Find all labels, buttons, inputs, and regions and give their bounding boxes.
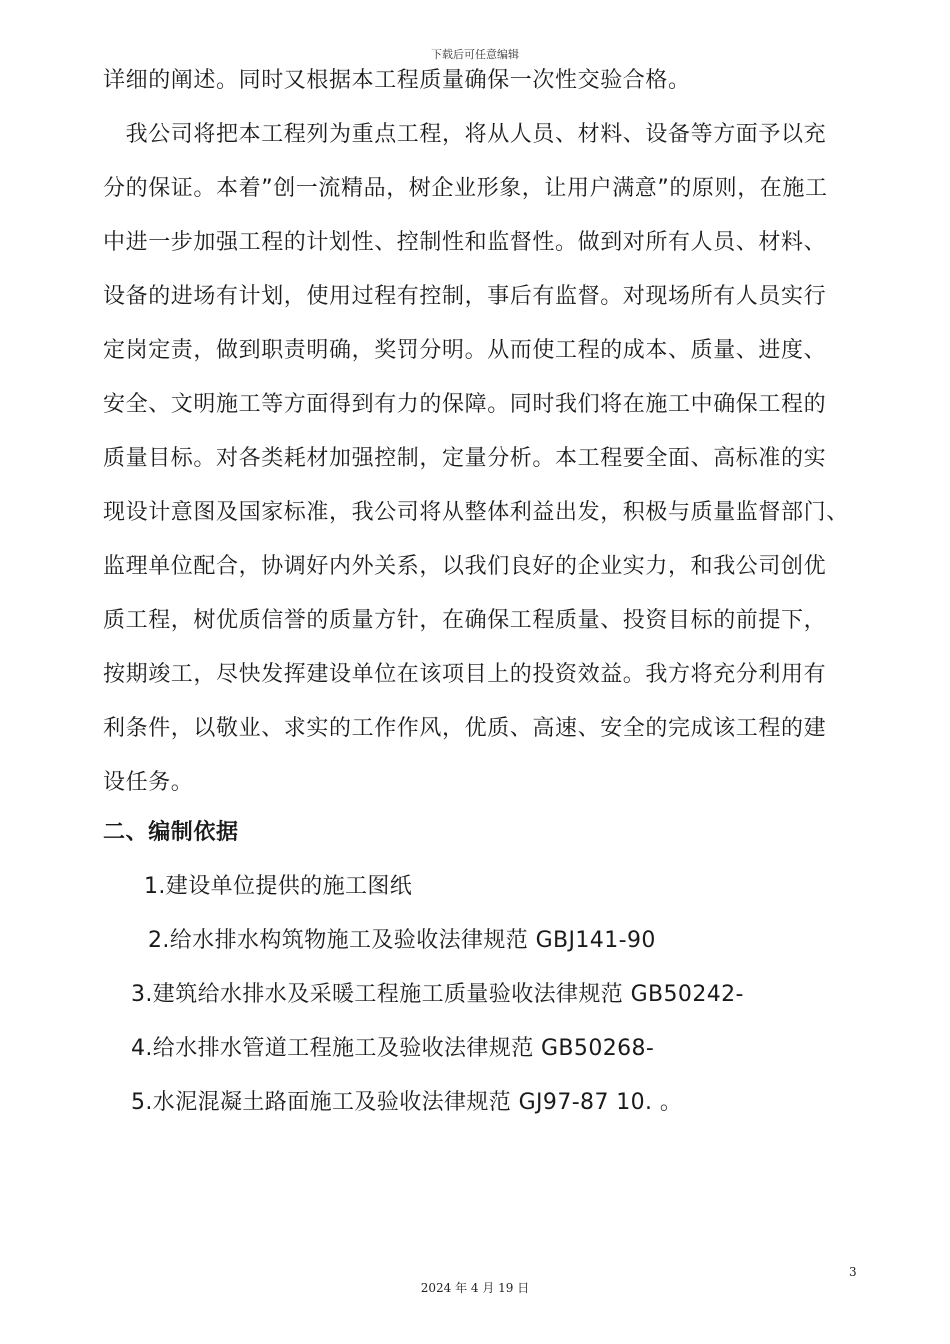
section-heading: 二、编制依据 <box>103 820 239 845</box>
reference-item-2: 2.给水排水构筑物施工及验收法律规范 GBJ141-90 <box>148 928 656 953</box>
paragraph-line: 分的保证。本着”创一流精品，树企业形象，让用户满意”的原则，在施工 <box>103 176 828 201</box>
paragraph-line: 现设计意图及国家标准，我公司将从整体利益出发，积极与质量监督部门、 <box>103 500 849 525</box>
paragraph-line: 定岗定责，做到职责明确，奖罚分明。从而使工程的成本、质量、进度、 <box>103 338 827 363</box>
paragraph-line: 利条件，以敬业、求实的工作作风，优质、高速、安全的完成该工程的建 <box>103 716 827 741</box>
paragraph-line: 安全、文明施工等方面得到有力的保障。同时我们将在施工中确保工程的 <box>103 392 827 417</box>
paragraph-line: 按期竣工，尽快发挥建设单位在该项目上的投资效益。我方将充分利用有 <box>103 662 827 687</box>
page-number: 3 <box>849 1265 857 1279</box>
reference-item-4: 4.给水排水管道工程施工及验收法律规范 GB50268- <box>131 1036 655 1061</box>
reference-item-1: 1.建设单位提供的施工图纸 <box>144 874 413 899</box>
paragraph-line: 质工程，树优质信誉的质量方针，在确保工程质量、投资目标的前提下， <box>103 608 827 633</box>
paragraph-line: 详细的阐述。同时又根据本工程质量确保一次性交验合格。 <box>103 68 691 93</box>
paragraph-line: 监理单位配合，协调好内外关系，以我们良好的企业实力，和我公司创优 <box>103 554 827 579</box>
reference-item-3: 3.建筑给水排水及采暖工程施工质量验收法律规范 GB50242- <box>131 982 744 1007</box>
paragraph-line: 我公司将把本工程列为重点工程，将从人员、材料、设备等方面予以充 <box>103 122 827 147</box>
page-header: 下载后可任意编辑 <box>431 48 519 61</box>
paragraph-line: 设任务。 <box>103 770 194 795</box>
reference-item-5: 5.水泥混凝土路面施工及验收法律规范 GJ97-87 10. 。 <box>131 1090 683 1115</box>
paragraph-line: 中进一步加强工程的计划性、控制性和监督性。做到对所有人员、材料、 <box>103 230 827 255</box>
paragraph-line: 设备的进场有计划，使用过程有控制，事后有监督。对现场所有人员实行 <box>103 284 827 309</box>
paragraph-line: 质量目标。对各类耗材加强控制，定量分析。本工程要全面、高标准的实 <box>103 446 827 471</box>
footer-date: 2024 年 4 月 19 日 <box>420 1281 530 1295</box>
